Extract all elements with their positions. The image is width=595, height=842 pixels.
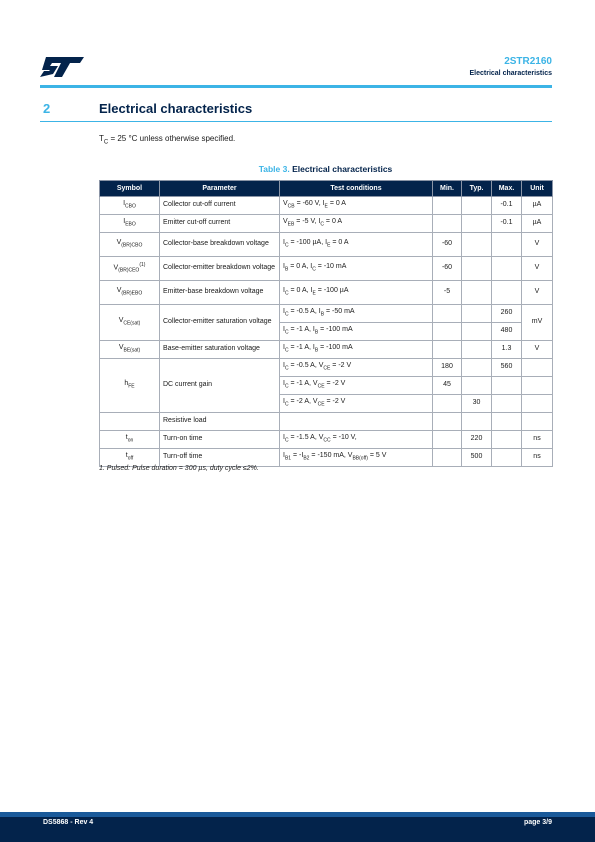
condition-cell: $I_C = -1$ A, $I_B = -100$ mA xyxy=(280,323,433,341)
unit-cell xyxy=(522,377,553,395)
footer-accent-strip xyxy=(0,812,595,817)
page-number: page 3/9 xyxy=(523,819,552,826)
electrical-characteristics-table xyxy=(99,180,553,467)
symbol-cell: $h_{FE}$ xyxy=(100,359,160,413)
temperature-condition: $T_C = 25$ °C unless otherwise specified. xyxy=(99,134,236,146)
parameter-cell: Base-emitter saturation voltage xyxy=(160,341,280,359)
max-cell xyxy=(492,233,522,257)
typ-cell: 500 xyxy=(462,449,492,467)
document-title: 2STR2160 xyxy=(504,56,552,67)
symbol-cell: $V_{(BR)EBO}$ xyxy=(100,281,160,305)
typ-cell xyxy=(462,341,492,359)
symbol-cell: $I_{CBO}$ xyxy=(100,197,160,215)
min-cell xyxy=(433,395,462,413)
condition-cell: $I_C = -100$ µA, $I_E = 0$ A xyxy=(280,233,433,257)
symbol-cell: $I_{EBO}$ xyxy=(100,215,160,233)
max-cell: 1.3 xyxy=(492,341,522,359)
max-cell xyxy=(492,281,522,305)
condition-cell xyxy=(280,413,433,431)
min-cell xyxy=(433,323,462,341)
symbol-cell: $V_{(BR)CBO}$ xyxy=(100,233,160,257)
col-header-unit: Unit xyxy=(522,181,553,197)
symbol-cell: $V_{(BR)CEO}^{(1)}$ xyxy=(100,257,160,281)
table-row xyxy=(100,281,553,305)
min-cell xyxy=(433,449,462,467)
condition-cell: $I_C = -1$ A, $V_{CE} = -2$ V xyxy=(280,377,433,395)
min-cell: -60 xyxy=(433,233,462,257)
table-row xyxy=(100,449,553,467)
table-row xyxy=(100,215,553,233)
table-row xyxy=(100,233,553,257)
table-footnote: 1. Pulsed: Pulse duration = 300 µs, duty cycle ≤2%. xyxy=(99,465,259,472)
condition-cell: $V_{CB} = -60$ V, $I_E = 0$ A xyxy=(280,197,433,215)
parameter-cell: Emitter-base breakdown voltage xyxy=(160,281,280,305)
condition-cell: $I_C = -1$ A, $I_B = -100$ mA xyxy=(280,341,433,359)
typ-cell xyxy=(462,233,492,257)
min-cell: -5 xyxy=(433,281,462,305)
min-cell xyxy=(433,305,462,323)
section-number: 2 xyxy=(43,101,51,116)
col-header-max: Max. xyxy=(492,181,522,197)
table-row xyxy=(100,257,553,281)
unit-cell: ns xyxy=(522,431,553,449)
table-row xyxy=(100,359,553,377)
typ-cell xyxy=(462,413,492,431)
parameter-cell: Turn-on time xyxy=(160,431,280,449)
max-cell: 480 xyxy=(492,323,522,341)
max-cell: 560 xyxy=(492,359,522,377)
max-cell: 260 xyxy=(492,305,522,323)
typ-cell xyxy=(462,305,492,323)
min-cell xyxy=(433,197,462,215)
typ-cell xyxy=(462,377,492,395)
condition-cell: $I_C = -0.5$ A, $V_{CE} = -2$ V xyxy=(280,359,433,377)
parameter-cell: Collector cut-off current xyxy=(160,197,280,215)
table-row xyxy=(100,197,553,215)
unit-cell: V xyxy=(522,233,553,257)
unit-cell xyxy=(522,359,553,377)
typ-cell xyxy=(462,359,492,377)
min-cell: 180 xyxy=(433,359,462,377)
min-cell: -60 xyxy=(433,257,462,281)
unit-cell: V xyxy=(522,281,553,305)
symbol-cell: $V_{CE(sat)}$ xyxy=(100,305,160,341)
header-section-label: Electrical characteristics xyxy=(469,70,552,77)
table-header-row xyxy=(100,181,553,197)
symbol-cell: $V_{BE(sat)}$ xyxy=(100,341,160,359)
col-header-test-conditions: Test conditions xyxy=(280,181,433,197)
max-cell xyxy=(492,413,522,431)
table-row xyxy=(100,341,553,359)
header-divider xyxy=(40,85,552,88)
col-header-parameter: Parameter xyxy=(160,181,280,197)
typ-cell xyxy=(462,197,492,215)
footnote-ref: (1) xyxy=(139,261,146,268)
parameter-cell: Resistive load xyxy=(160,413,280,431)
table-row xyxy=(100,431,553,449)
col-header-min: Min. xyxy=(433,181,462,197)
typ-cell: 220 xyxy=(462,431,492,449)
unit-cell xyxy=(522,395,553,413)
min-cell xyxy=(433,341,462,359)
symbol-cell: $t_{on}$ xyxy=(100,431,160,449)
condition-cell: $I_C = -1.5$ A, $V_{CC} = -10$ V, xyxy=(280,431,433,449)
unit-cell: mV xyxy=(522,305,553,341)
parameter-cell: Emitter cut-off current xyxy=(160,215,280,233)
condition-cell: $V_{EB} = -5$ V, $I_C = 0$ A xyxy=(280,215,433,233)
typ-cell xyxy=(462,215,492,233)
max-cell xyxy=(492,395,522,413)
unit-cell: V xyxy=(522,341,553,359)
table-caption: Table 3. Electrical characteristics xyxy=(258,164,393,174)
parameter-cell: Turn-off time xyxy=(160,449,280,467)
max-cell xyxy=(492,377,522,395)
max-cell: -0.1 xyxy=(492,215,522,233)
typ-cell xyxy=(462,323,492,341)
condition-cell: $I_C = -0.5$ A, $I_B = -50$ mA xyxy=(280,305,433,323)
unit-cell: µA xyxy=(522,215,553,233)
parameter-cell: Collector-emitter saturation voltage xyxy=(160,305,280,341)
table-row xyxy=(100,305,553,323)
min-cell xyxy=(433,431,462,449)
st-logo-icon xyxy=(40,55,84,79)
unit-cell: µA xyxy=(522,197,553,215)
table-row xyxy=(100,413,553,431)
typ-cell xyxy=(462,281,492,305)
typ-cell: 30 xyxy=(462,395,492,413)
condition-cell: $I_{B1} = -I_{B2} = -150$ mA, $V_{BB(off)} = 5$ V xyxy=(280,449,433,467)
max-cell xyxy=(492,431,522,449)
parameter-cell: DC current gain xyxy=(160,359,280,413)
symbol-cell xyxy=(100,413,160,431)
condition-cell: $I_C = 0$ A, $I_E = -100$ µA xyxy=(280,281,433,305)
max-cell xyxy=(492,257,522,281)
symbol-cell: $t_{off}$ xyxy=(100,449,160,467)
max-cell xyxy=(492,449,522,467)
unit-cell: V xyxy=(522,257,553,281)
max-cell: -0.1 xyxy=(492,197,522,215)
parameter-cell: Collector-emitter breakdown voltage xyxy=(160,257,280,281)
parameter-cell: Collector-base breakdown voltage xyxy=(160,233,280,257)
section-divider xyxy=(40,121,552,122)
condition-cell: $I_C = -2$ A, $V_{CE} = -2$ V xyxy=(280,395,433,413)
document-revision: DS5868 - Rev 4 xyxy=(43,819,94,826)
min-cell xyxy=(433,215,462,233)
condition-cell: $I_B = 0$ A, $I_C = -10$ mA xyxy=(280,257,433,281)
section-title: Electrical characteristics xyxy=(99,101,253,116)
min-cell xyxy=(433,413,462,431)
col-header-typ: Typ. xyxy=(462,181,492,197)
col-header-symbol: Symbol xyxy=(100,181,160,197)
min-cell: 45 xyxy=(433,377,462,395)
typ-cell xyxy=(462,257,492,281)
unit-cell: ns xyxy=(522,449,553,467)
unit-cell xyxy=(522,413,553,431)
